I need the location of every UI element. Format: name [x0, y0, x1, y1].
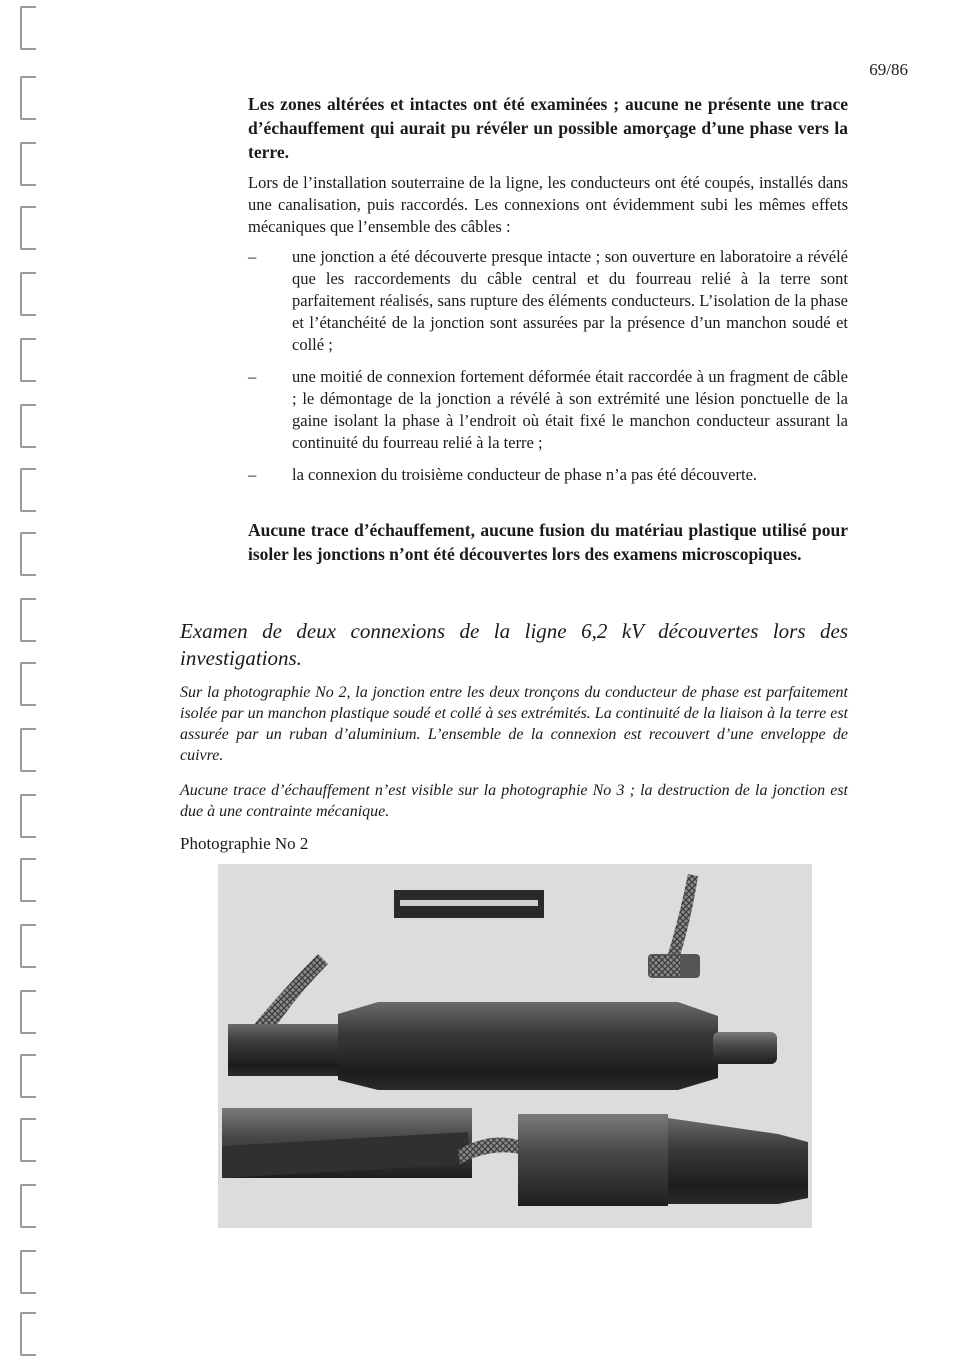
- list-item-text: une moitié de connexion fortement déformée était raccordée à un fragment de câble ; le démontage de la jonction a révélé à son extrémité une lésion ponctuelle de la gaine isolant la phase à l’endroit où était fixé le manchon conducteur assurant la continuité du fourreau relié à la terre ;: [292, 367, 848, 452]
- list-item: [248, 366, 848, 454]
- binder-ring: [20, 404, 36, 448]
- binder-ring: [20, 272, 36, 316]
- binder-ring: [20, 924, 36, 968]
- binder-ring: [20, 990, 36, 1034]
- summary-paragraph-block: [248, 92, 848, 164]
- binder-ring: [20, 1118, 36, 1162]
- list-item-text: une jonction a été découverte presque intacte ; son ouverture en laboratoire a révélé que les raccordements du câble central et du fourreau relié à la terre sont parfaitement réalisés, sans rupture des éléments conducteurs. L’isolation de la phase et l’étanchéité de la jonction sont assurées par la présence d’un manchon soudé et collé ;: [292, 247, 848, 354]
- binder-ring: [20, 1184, 36, 1228]
- italic-paragraph-photo-3: Aucune trace d’échauffement n’est visible sur la photographie No 3 ; la destruction de la jonction est due à une contrainte mécanique.: [180, 782, 848, 820]
- italic-paragraph-photo-2: Sur la photographie No 2, la jonction entre les deux tronçons du conducteur de phase est parfaitement isolée par un manchon plastique soudé et collé à ses extrémités. La continuité de la liaison à la terre est assurée par un ruban d’aluminium. L’ensemble de la connexion est recouvert d’une enveloppe de cuivre.: [180, 684, 848, 764]
- bold-paragraph-zones: Les zones altérées et intactes ont été examinées ; aucune ne présente une trace d’échauffement qui aurait pu révéler un possible amorçage d’une phase vers la terre.: [248, 94, 848, 162]
- page-number: 69/86: [869, 60, 908, 79]
- connection-findings-list: [248, 246, 848, 486]
- list-dash: –: [248, 367, 257, 386]
- binder-ring: [20, 1312, 36, 1356]
- binder-ring: [20, 662, 36, 706]
- list-item: [248, 246, 848, 356]
- photo-caption: Photographie No 2: [180, 834, 309, 853]
- binder-ring: [20, 598, 36, 642]
- cable-joint-illustration: [218, 864, 812, 1228]
- photograph-cable-joint: [218, 864, 812, 1228]
- binder-ring: [20, 6, 36, 50]
- bold-paragraph-conclusion: Aucune trace d’échauffement, aucune fusion du matériau plastique utilisé pour isoler les jonctions n’ont été découvertes lors des examens microscopiques.: [248, 520, 848, 564]
- binder-ring: [20, 728, 36, 772]
- binder-ring: [20, 338, 36, 382]
- conclusion-paragraph-block: [248, 518, 848, 566]
- binder-ring: [20, 858, 36, 902]
- list-item: [248, 464, 848, 486]
- installation-paragraph-block: [248, 172, 848, 238]
- binder-ring: [20, 532, 36, 576]
- list-dash: –: [248, 247, 257, 266]
- list-dash: –: [248, 465, 257, 484]
- binder-ring: [20, 206, 36, 250]
- binder-ring: [20, 1250, 36, 1294]
- binder-ring: [20, 794, 36, 838]
- section-title: Examen de deux connexions de la ligne 6,2 kV découvertes lors des investigations.: [180, 619, 848, 670]
- binder-ring: [20, 1054, 36, 1098]
- paragraph-installation: Lors de l’installation souterraine de la ligne, les conducteurs ont été coupés, installés dans une canalisation, puis raccordés. Les connexions ont évidemment subi les mêmes effets mécaniques que l’ensemble des câbles :: [248, 173, 848, 236]
- list-item-text: la connexion du troisième conducteur de phase n’a pas été découverte.: [292, 465, 758, 484]
- binder-rings: [20, 0, 42, 1355]
- binder-ring: [20, 142, 36, 186]
- binder-ring: [20, 76, 36, 120]
- binder-ring: [20, 468, 36, 512]
